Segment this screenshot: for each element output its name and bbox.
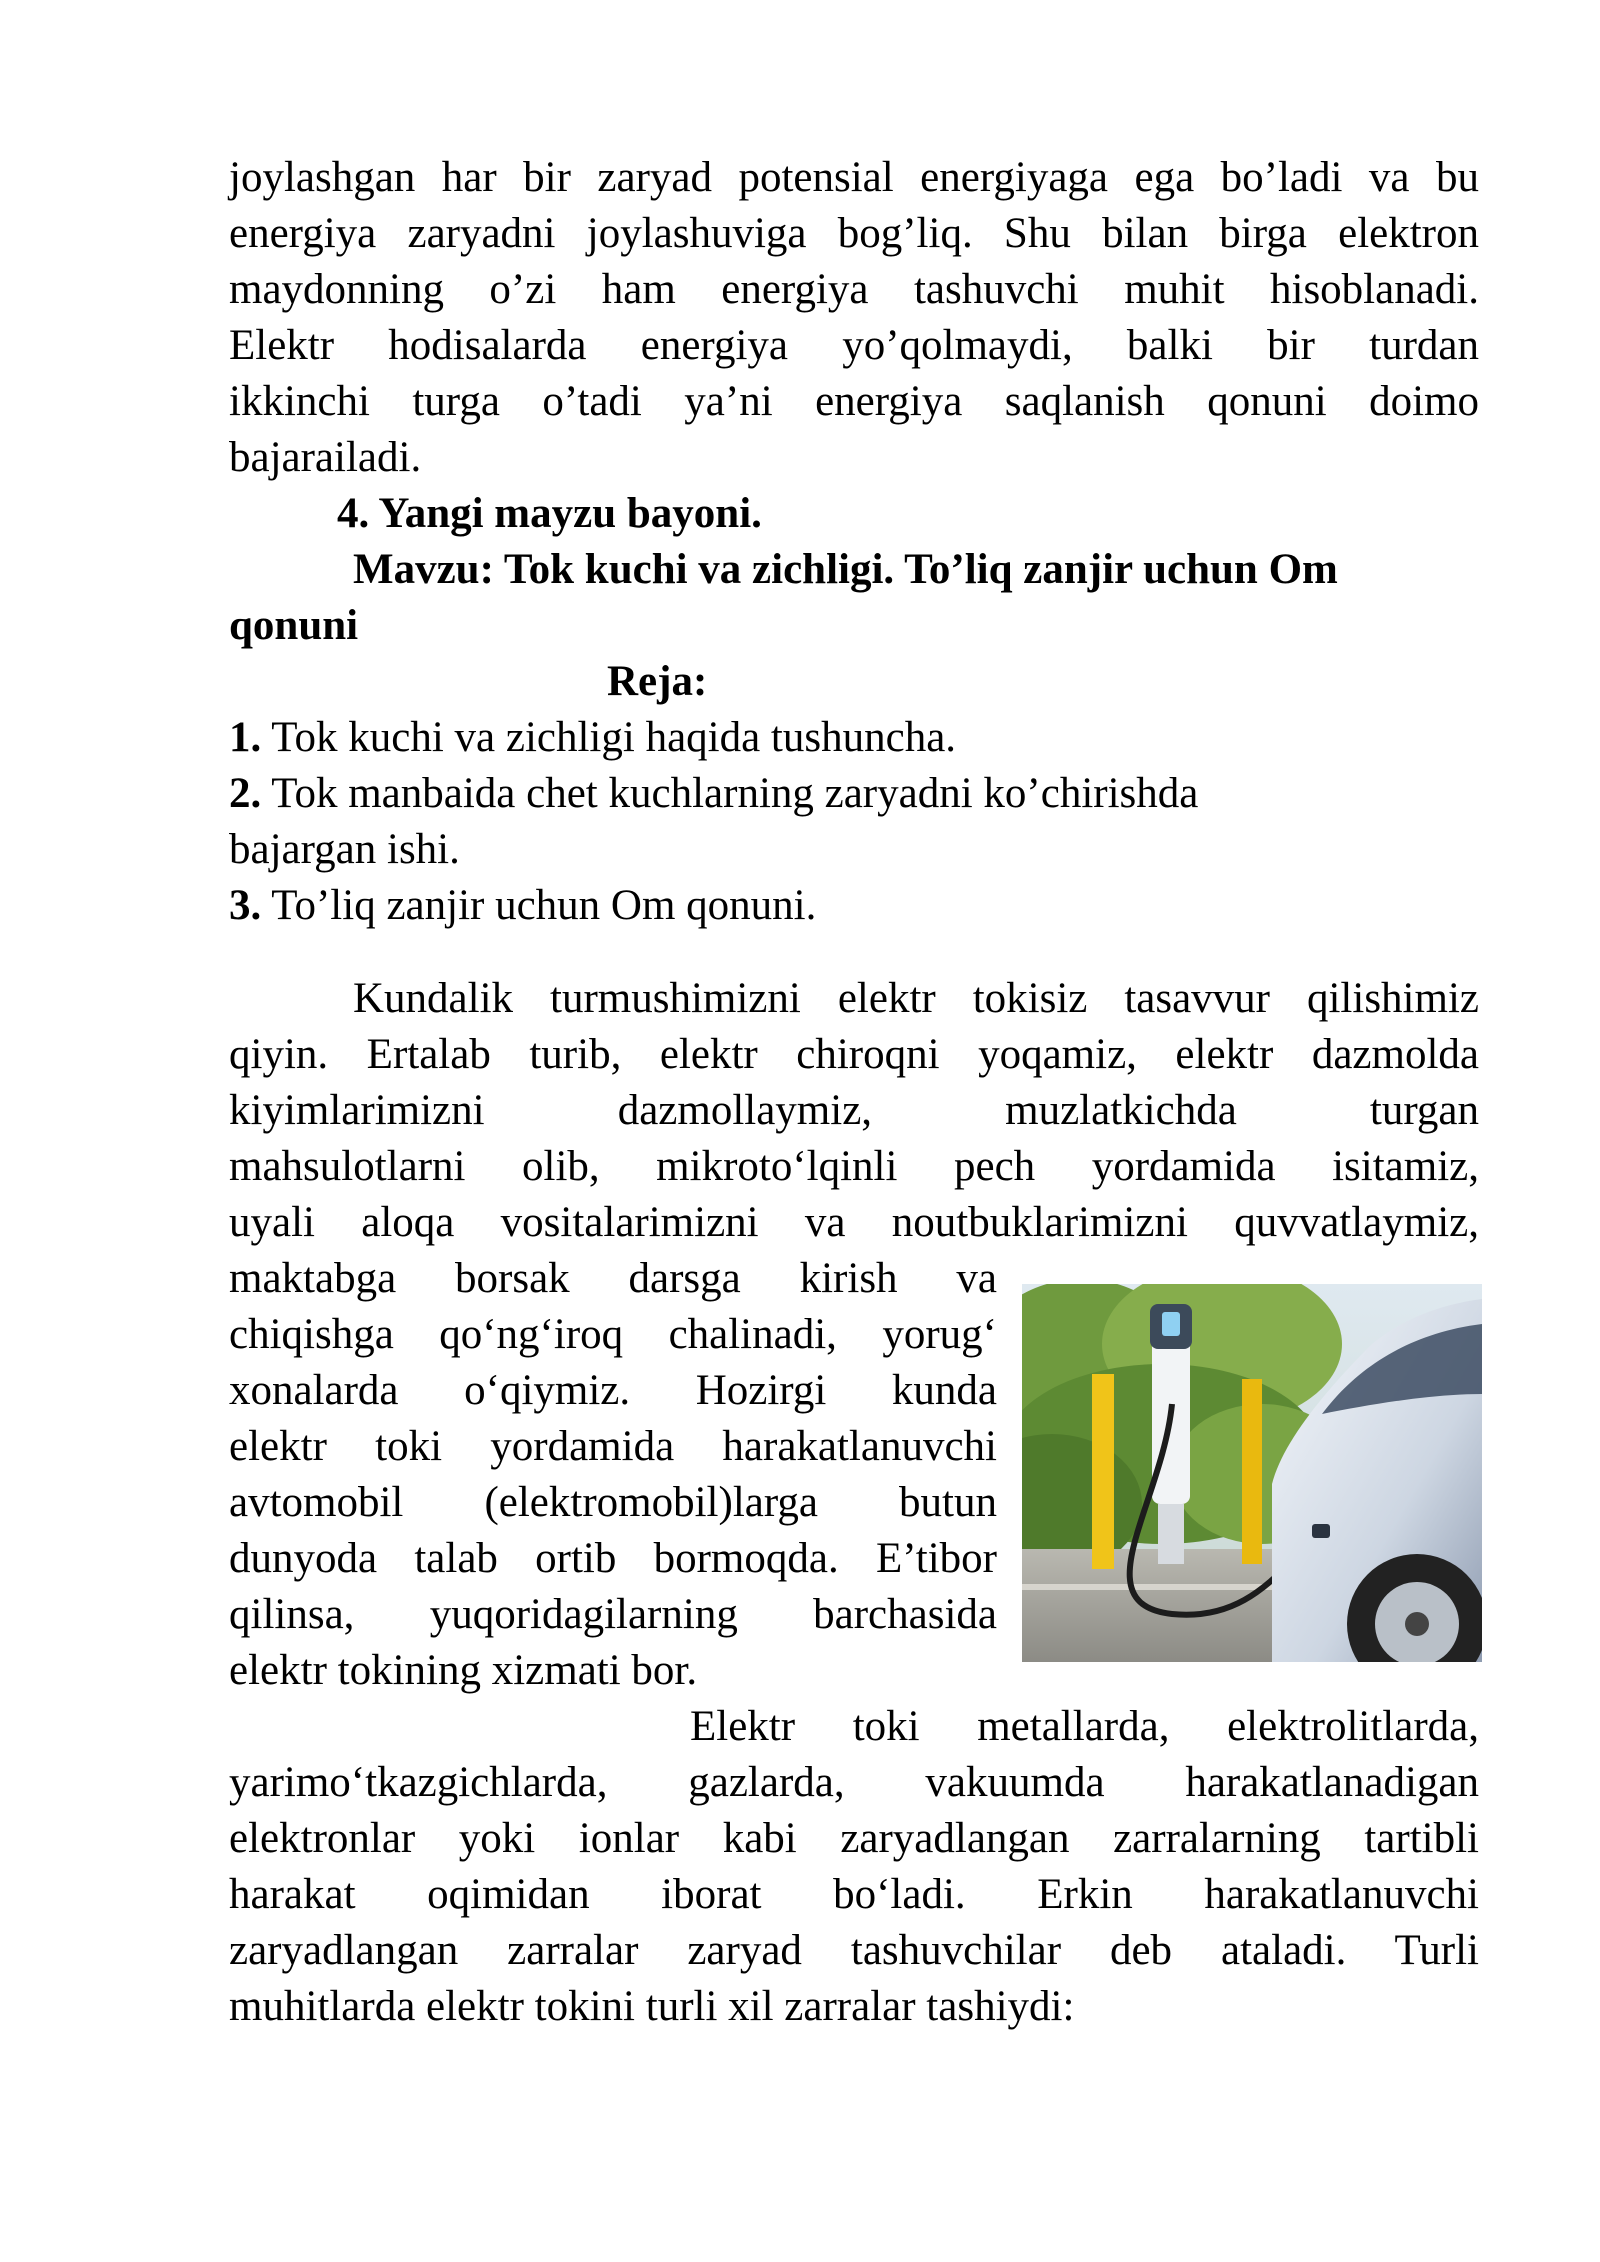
text-line: qiyin. Ertalab turib, elektr chiroqni yoqamiz, elektr dazmolda [229,1031,1479,1078]
text-line: zaryadlangan zarralar zaryad tashuvchilar deb ataladi. Turli [229,1927,1479,1974]
text-line: qilinsa, yuqoridagilarning barchasida [229,1591,997,1638]
paragraph-current-definition [229,1699,1479,2035]
text-line: yarimo‘tkazgichlarda, gazlarda, vakuumda harakatlanadigan [229,1759,1479,1806]
text-line: maktabga borsak darsga kirish va [229,1255,997,1302]
plan-list [229,710,1479,934]
plan-item [229,710,1479,766]
text-line: energiya zaryadni joylashuviga bog’liq. Shu bilan birga elektron [229,210,1479,257]
text-line: ikkinchi turga o’tadi ya’ni energiya saqlanish qonuni doimo [229,378,1479,425]
text-line: elektr toki yordamida harakatlanuvchi [229,1423,997,1470]
text-line: uyali aloqa vositalarimizni va noutbuklarimizni quvvatlaymiz, [229,1199,1479,1246]
electric-car-charging-image [1022,1284,1482,1662]
text-line: avtomobil (elektromobil)larga butun [229,1479,997,1526]
section-heading: 4. Yangi mayzu bayoni. [337,490,762,537]
plan-item-number: 1. [229,714,262,761]
text-line: elektronlar yoki ionlar kabi zaryadlangan zarralarning tartibli [229,1815,1479,1862]
topic-title-continued: qonuni [229,602,359,649]
plan-title: Reja: [607,658,708,705]
text-line: dunyoda talab ortib bormoqda. E’tibor [229,1535,997,1582]
text-line: Elektr hodisalarda energiya yo’qolmaydi, balki bir turdan [229,322,1479,369]
text-line: elektr tokining xizmati bor. [229,1647,698,1694]
text-line: chiqishga qo‘ng‘iroq chalinadi, yorug‘ [229,1311,997,1358]
text-line: xonalarda o‘qiymiz. Hozirgi kunda [229,1367,997,1414]
text-line: maydonning o’zi ham energiya tashuvchi muhit hisoblanadi. [229,266,1479,313]
text-line: joylashgan har bir zaryad potensial energiyaga ega bo’ladi va bu [229,154,1479,201]
plan-item-number: 3. [229,882,262,929]
plan-item [229,878,1479,934]
text-line: mahsulotlarni olib, mikroto‘lqinli pech yordamida isitamiz, [229,1143,1479,1190]
text-line: harakat oqimidan iborat bo‘ladi. Erkin harakatlanuvchi [229,1871,1479,1918]
plan-item-text: Tok kuchi va zichligi haqida tushuncha. [261,714,957,761]
plan-item-text: To’liq zanjir uchun Om qonuni. [261,882,817,929]
plan-item [229,766,1479,822]
plan-item-continued [229,822,1479,878]
text-line: muhitlarda elektr tokini turli xil zarralar tashiydi: [229,1983,1075,2030]
text-line: Elektr toki metallarda, elektrolitlarda, [690,1703,1479,1750]
topic-title: Mavzu: Tok kuchi va zichligi. To’liq zanjir uchun Om [353,546,1338,593]
text-line: bajarailadi. [229,434,422,481]
text-line: kiyimlarimizni dazmollaymiz, muzlatkichda turgan [229,1087,1479,1134]
plan-item-text: Tok manbaida chet kuchlarning zaryadni ko’chirishda [261,770,1199,817]
text-line: Kundalik turmushimizni elektr tokisiz tasavvur qilishimiz [353,975,1479,1022]
plan-item-text: bajargan ishi. [229,826,460,873]
plan-item-number: 2. [229,770,262,817]
intro-paragraph [229,150,1479,934]
